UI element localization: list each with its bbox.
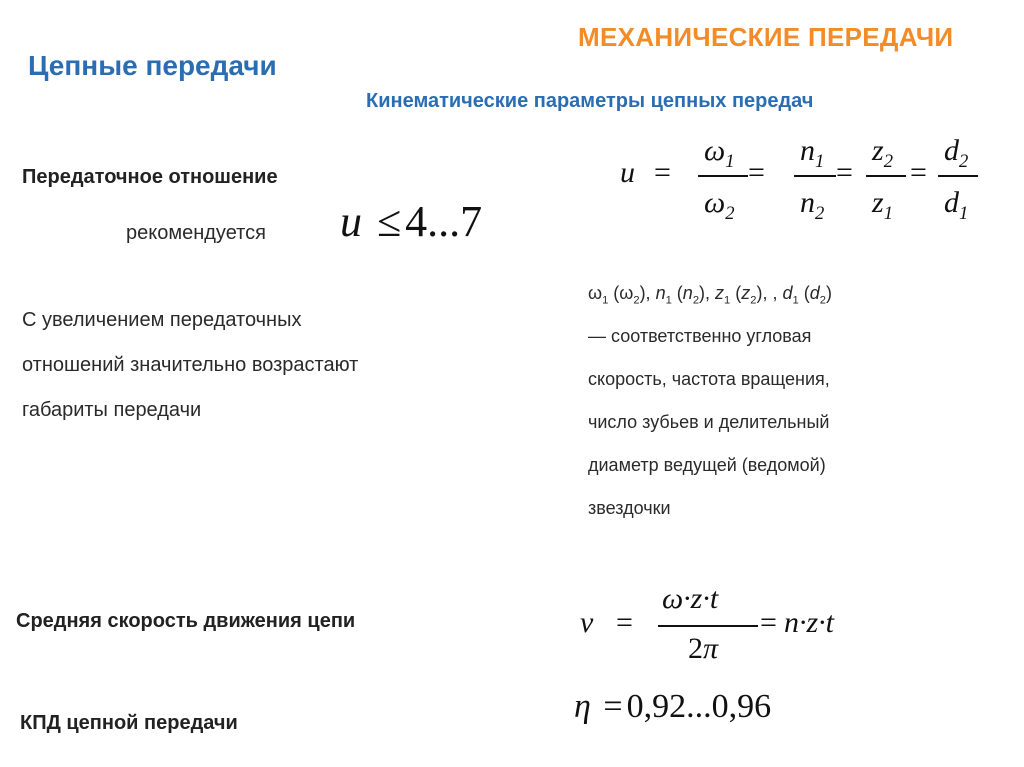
recommend-label: рекомендуется <box>126 222 266 244</box>
equals-symbol: = <box>603 688 623 725</box>
legend-line: диаметр ведущей (ведомой) <box>588 455 826 475</box>
legend-line: скорость, частота вращения, <box>588 369 830 389</box>
presentation-title: МЕХАНИЧЕСКИЕ ПЕРЕДАЧИ <box>578 22 954 52</box>
ratio-heading: Передаточное отношение <box>22 166 278 188</box>
recommend-value: 4...7 <box>405 197 483 246</box>
efficiency-value: 0,92...0,96 <box>626 688 772 725</box>
symbol-legend <box>588 272 988 530</box>
legend-line: — соответственно угловая <box>588 326 812 346</box>
slide-title: Цепные передачи <box>28 50 277 81</box>
ratio-formula: u = $\omega_1$ $\omega_2$ = $n_1$ $n_2$ = $z_2$ $z_1$ = $d_2$ $d_1$ <box>600 130 1000 230</box>
slide-subtitle: Кинематические параметры цепных передач <box>366 90 814 112</box>
note-line: отношений значительно возрастают <box>22 354 359 376</box>
legend-symbols: $\omega_1$ $(\omega_2)$, $n_1$ $(n_2)$, $z_1$ $(z_2)$, , $d_1$ $(d_2)$ <box>588 283 832 307</box>
legend-line: звездочки <box>588 498 671 518</box>
speed-formula: v = ω·z·t 2π = n·z·t <box>580 582 835 665</box>
note-line: С увеличением передаточных <box>22 309 302 331</box>
efficiency-formula <box>574 688 771 726</box>
recommend-formula <box>340 196 482 247</box>
note-line: габариты передачи <box>22 399 202 421</box>
le-symbol: ≤ <box>377 197 402 246</box>
eta-symbol: η <box>574 688 591 725</box>
note-text <box>22 298 358 433</box>
recommend-var: u <box>340 197 362 246</box>
efficiency-label: КПД цепной передачи <box>20 712 238 734</box>
speed-label: Средняя скорость движения цепи <box>16 610 356 632</box>
legend-line: число зубьев и делительный <box>588 412 830 432</box>
